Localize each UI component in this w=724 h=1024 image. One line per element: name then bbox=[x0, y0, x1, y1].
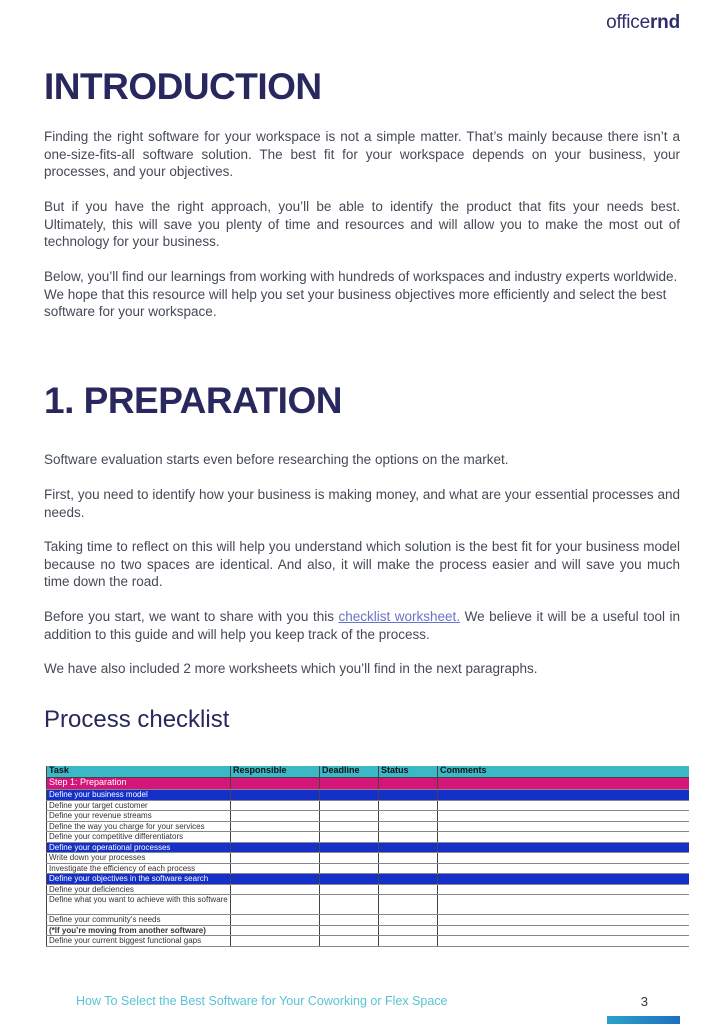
prep-paragraph-3: Taking time to reflect on this will help you understand which solution is the best fit for your business model because no two spaces are identical. And also, it will make the process easier and will save you much time down the road. bbox=[44, 539, 680, 589]
preparation-heading: 1. PREPARATION bbox=[44, 380, 342, 421]
footer-accent-bar bbox=[607, 1016, 680, 1024]
table-cell bbox=[379, 790, 438, 801]
table-cell bbox=[320, 884, 379, 895]
table-cell bbox=[438, 790, 689, 801]
table-row bbox=[47, 925, 689, 936]
task-cell: Define what you want to achieve with this software bbox=[47, 895, 231, 915]
table-cell bbox=[320, 863, 379, 874]
prep-paragraph-5: We have also included 2 more worksheets which you’ll find in the next paragraphs. bbox=[44, 661, 538, 676]
intro-heading: INTRODUCTION bbox=[44, 66, 322, 107]
table-cell bbox=[231, 895, 320, 915]
table-cell bbox=[231, 874, 320, 885]
task-cell: Define the way you charge for your services bbox=[47, 821, 231, 832]
table-cell bbox=[379, 915, 438, 926]
table-cell bbox=[438, 800, 689, 811]
task-cell: Define your competitive differentiators bbox=[47, 832, 231, 843]
table-cell bbox=[379, 842, 438, 853]
prep-paragraph-2: First, you need to identify how your business is making money, and what are your essential processes and needs. bbox=[44, 487, 680, 520]
task-cell: Investigate the efficiency of each process bbox=[47, 863, 231, 874]
table-cell bbox=[231, 863, 320, 874]
table-cell bbox=[320, 778, 379, 790]
table-cell bbox=[379, 874, 438, 885]
table-row bbox=[47, 936, 689, 947]
process-checklist-heading: Process checklist bbox=[44, 706, 230, 733]
page-number: 3 bbox=[640, 994, 648, 1009]
table-row bbox=[47, 895, 689, 915]
table-cell bbox=[379, 832, 438, 843]
table-cell bbox=[379, 884, 438, 895]
table-cell bbox=[320, 800, 379, 811]
officernd-logo bbox=[606, 12, 680, 34]
checklist-worksheet-link[interactable]: checklist worksheet. bbox=[338, 609, 461, 624]
table-cell bbox=[438, 778, 689, 790]
table-row bbox=[47, 811, 689, 822]
table-cell bbox=[379, 863, 438, 874]
table-cell bbox=[231, 884, 320, 895]
table-cell bbox=[231, 936, 320, 947]
task-cell: (*If you’re moving from another software) bbox=[47, 925, 231, 936]
table-row bbox=[47, 853, 689, 864]
table-cell bbox=[379, 811, 438, 822]
table-row bbox=[47, 832, 689, 843]
table-cell bbox=[320, 853, 379, 864]
table-cell bbox=[320, 790, 379, 801]
table-cell bbox=[438, 936, 689, 947]
footer-title: How To Select the Best Software for Your Coworking or Flex Space bbox=[76, 994, 448, 1008]
task-cell: Define your community’s needs bbox=[47, 915, 231, 926]
prep-p4-after: We believe it will be a useful tool in addition to this guide and will help you keep track of the process. bbox=[44, 609, 680, 642]
table-cell bbox=[320, 832, 379, 843]
table-cell bbox=[320, 915, 379, 926]
step-row bbox=[47, 778, 689, 790]
logo-office-text: office bbox=[606, 12, 650, 33]
prep-paragraph-1: Software evaluation starts even before researching the options on the market. bbox=[44, 452, 509, 467]
table-cell bbox=[231, 832, 320, 843]
table-row bbox=[47, 800, 689, 811]
table-cell bbox=[320, 842, 379, 853]
table-cell bbox=[438, 874, 689, 885]
prep-p4-before: Before you start, we want to share with you this bbox=[44, 609, 339, 624]
table-cell bbox=[231, 842, 320, 853]
task-cell: Define your deficiencies bbox=[47, 884, 231, 895]
table-cell bbox=[438, 915, 689, 926]
table-cell bbox=[438, 821, 689, 832]
column-header-responsible: Responsible bbox=[231, 766, 320, 778]
table-cell bbox=[320, 925, 379, 936]
table-cell bbox=[231, 811, 320, 822]
table-cell bbox=[438, 853, 689, 864]
table-cell bbox=[379, 895, 438, 915]
table-cell bbox=[320, 811, 379, 822]
intro-paragraph-3: Below, you’ll find our learnings from working with hundreds of workspaces and industry experts worldwide. We hope that this resource will help you set your business objectives more efficiently and select the best software for your workspace. bbox=[44, 269, 678, 319]
table-cell bbox=[438, 925, 689, 936]
logo-rnd-text: rnd bbox=[649, 12, 680, 33]
table-cell bbox=[231, 800, 320, 811]
task-cell: Define your current biggest functional gaps bbox=[47, 936, 231, 947]
table-cell bbox=[231, 853, 320, 864]
table-cell bbox=[320, 895, 379, 915]
column-header-comments: Comments bbox=[438, 766, 689, 778]
task-cell: Define your business model bbox=[47, 790, 231, 801]
table-cell bbox=[379, 778, 438, 790]
table-cell bbox=[320, 821, 379, 832]
task-cell: Define your operational processes bbox=[47, 842, 231, 853]
table-cell bbox=[379, 936, 438, 947]
table-cell bbox=[438, 832, 689, 843]
table-row bbox=[47, 863, 689, 874]
column-header-task: Task bbox=[47, 766, 231, 778]
table-cell bbox=[320, 874, 379, 885]
table-row bbox=[47, 821, 689, 832]
table-cell bbox=[379, 821, 438, 832]
table-row bbox=[47, 915, 689, 926]
table-row bbox=[47, 884, 689, 895]
table-cell bbox=[438, 842, 689, 853]
table-cell bbox=[438, 811, 689, 822]
intro-paragraph-1: Finding the right software for your workspace is not a simple matter. That’s mainly because there isn’t a one-size-fits-all software solution. The best fit for your workspace depends on your business, your processes, and your objectives. bbox=[44, 129, 680, 179]
task-cell: Define your objectives in the software search bbox=[47, 874, 231, 885]
table-cell bbox=[231, 778, 320, 790]
intro-paragraph-2: But if you have the right approach, you’ll be able to identify the product that fits your needs best. Ultimately, this will save you plenty of time and resources and will allow you to make the most out of technology for your business. bbox=[44, 199, 680, 249]
table-group-row bbox=[47, 842, 689, 853]
table-cell bbox=[231, 925, 320, 936]
table-cell bbox=[231, 821, 320, 832]
table-cell bbox=[379, 925, 438, 936]
table-group-row bbox=[47, 790, 689, 801]
step-label: Step 1: Preparation bbox=[47, 778, 231, 790]
column-header-status: Status bbox=[379, 766, 438, 778]
column-header-deadline: Deadline bbox=[320, 766, 379, 778]
table-cell bbox=[438, 884, 689, 895]
table-cell bbox=[438, 863, 689, 874]
table-cell bbox=[438, 895, 689, 915]
table-cell bbox=[320, 936, 379, 947]
table-cell bbox=[231, 915, 320, 926]
prep-paragraph-4 bbox=[44, 608, 680, 643]
table-cell bbox=[379, 853, 438, 864]
table-header-row bbox=[47, 766, 689, 778]
table-cell bbox=[231, 790, 320, 801]
table-group-row bbox=[47, 874, 689, 885]
task-cell: Define your target customer bbox=[47, 800, 231, 811]
table-cell bbox=[379, 800, 438, 811]
task-cell: Define your revenue streams bbox=[47, 811, 231, 822]
task-cell: Write down your processes bbox=[47, 853, 231, 864]
process-checklist-table bbox=[46, 766, 689, 947]
